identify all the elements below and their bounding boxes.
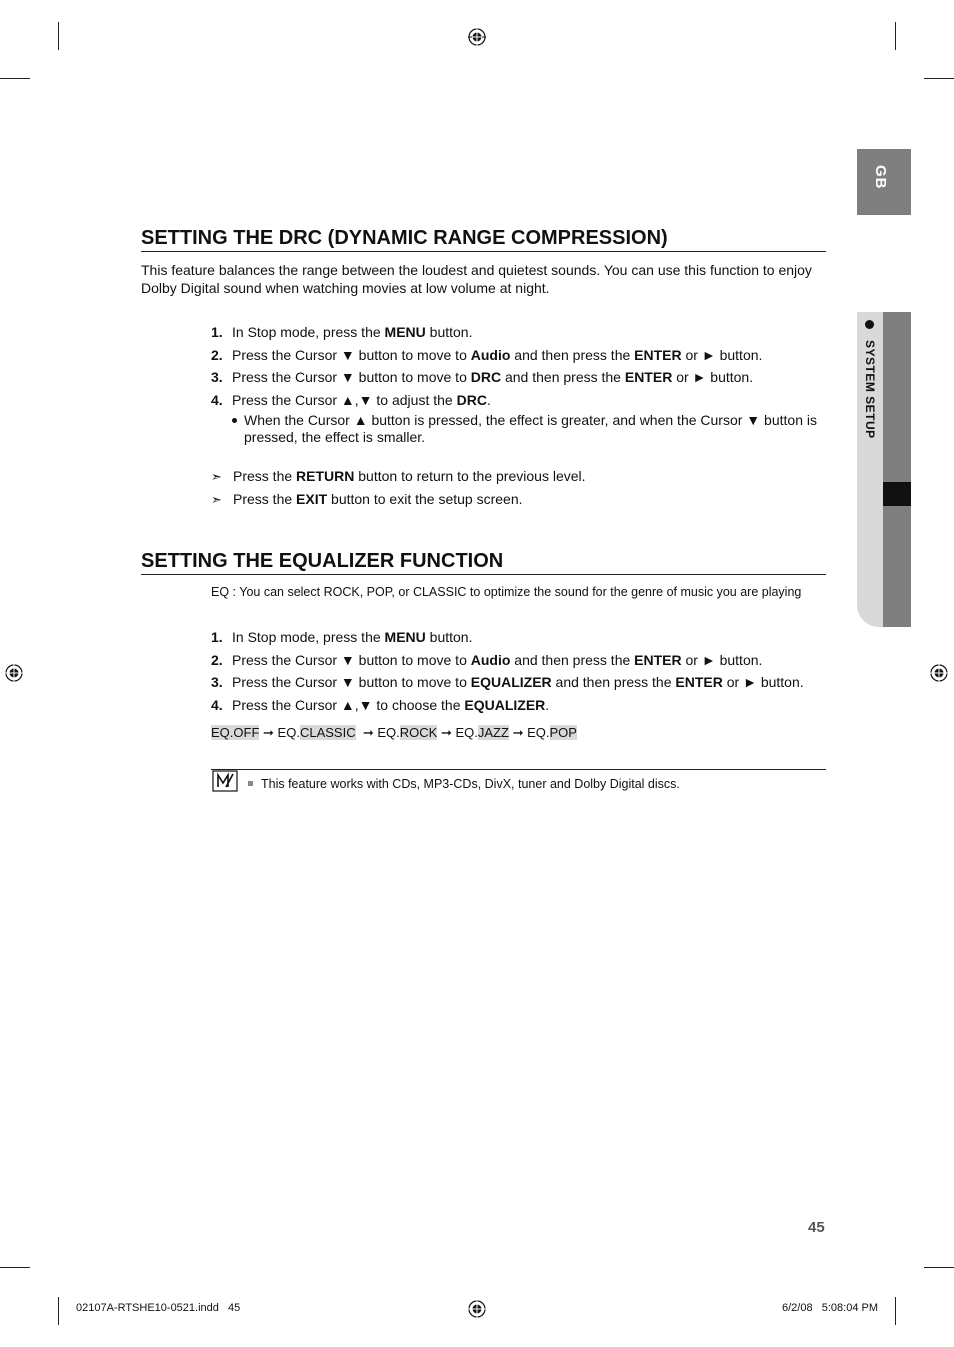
note-text: This feature works with CDs, MP3-CDs, DivX, tuner and Dolby Digital discs. (248, 776, 680, 792)
registration-mark-icon (468, 28, 486, 46)
page-number: 45 (808, 1219, 825, 1236)
eq-pop-label: POP (549, 725, 577, 740)
step-item: 3. Press the Cursor ▼ button to move to EQUALIZER and then press the ENTER or ► button. (211, 674, 804, 690)
arrow-icon: ➣ (211, 492, 222, 507)
crop-mark (58, 22, 59, 50)
section-tab-dark (883, 312, 911, 627)
eq-rock-label: ROCK (399, 725, 438, 740)
section-label: SYSTEM SETUP (863, 340, 877, 439)
language-tab (857, 149, 911, 215)
footer-timestamp: 6/2/08 5:08:04 PM (782, 1302, 879, 1314)
tip-item: ➣ Press the EXIT button to exit the setup screen. (211, 491, 523, 507)
note-divider (211, 769, 826, 770)
crop-mark (924, 1267, 954, 1268)
crop-mark (924, 78, 954, 79)
eq-jazz-label: JAZZ (477, 725, 509, 740)
registration-mark-icon (930, 664, 948, 682)
section-tab-marker (883, 482, 911, 506)
arrow-icon: ➞ (263, 725, 274, 740)
language-tab-label: GB (872, 165, 889, 190)
section-title-equalizer: SETTING THE EQUALIZER FUNCTION (141, 549, 826, 575)
step-item: 2. Press the Cursor ▼ button to move to Audio and then press the ENTER or ► button. (211, 652, 763, 668)
crop-mark (0, 1267, 30, 1268)
square-bullet-icon (248, 781, 253, 786)
footer-file: 02107A-RTSHE10-0521.indd 45 (76, 1302, 241, 1314)
crop-mark (58, 1297, 59, 1325)
crop-mark (0, 78, 30, 79)
bullet-text: pressed, the effect is smaller. (244, 429, 426, 445)
arrow-icon: ➞ (362, 725, 374, 740)
note-pencil-icon (212, 770, 238, 792)
crop-mark (895, 1297, 896, 1325)
step-item: 4. Press the Cursor ▲,▼ to choose the EQUALIZER. (211, 697, 550, 713)
arrow-icon: ➞ (440, 725, 452, 740)
eq-intro-text: EQ : You can select ROCK, POP, or CLASSIC to optimize the sound for the genre of music you are playing (211, 585, 802, 599)
bullet-text: When the Cursor ▲ button is pressed, the effect is greater, and when the Cursor ▼ button is (244, 412, 817, 428)
arrow-icon: ➞ (512, 725, 524, 740)
bullet-dot-icon (865, 320, 874, 329)
step-item: 1. In Stop mode, press the MENU button. (211, 629, 473, 645)
arrow-icon: ➣ (211, 469, 222, 484)
eq-classic-label: CLASSIC (299, 725, 356, 740)
step-item: 4. Press the Cursor ▲,▼ to adjust the DRC. (211, 392, 491, 408)
registration-mark-icon (5, 664, 23, 682)
crop-mark (895, 22, 896, 50)
eq-off-label: EQ.OFF (211, 725, 260, 740)
registration-mark-icon (468, 1300, 486, 1318)
intro-text: This feature balances the range between the loudest and quietest sounds. You can use this function to enjoy (141, 262, 812, 278)
intro-text: Dolby Digital sound when watching movies at low volume at night. (141, 280, 550, 296)
step-item: 3. Press the Cursor ▼ button to move to DRC and then press the ENTER or ► button. (211, 369, 754, 385)
eq-sequence: EQ.OFF ➞ EQ.CLASSIC ➞ EQ.ROCK ➞ EQ.JAZZ ➞ EQ.POP (211, 725, 577, 740)
section-title-drc: SETTING THE DRC (DYNAMIC RANGE COMPRESSION) (141, 226, 826, 252)
tip-item: ➣ Press the RETURN button to return to the previous level. (211, 468, 586, 484)
bullet-dot-icon (232, 418, 237, 423)
step-item: 1. In Stop mode, press the MENU button. (211, 324, 473, 340)
step-item: 2. Press the Cursor ▼ button to move to Audio and then press the ENTER or ► button. (211, 347, 763, 363)
